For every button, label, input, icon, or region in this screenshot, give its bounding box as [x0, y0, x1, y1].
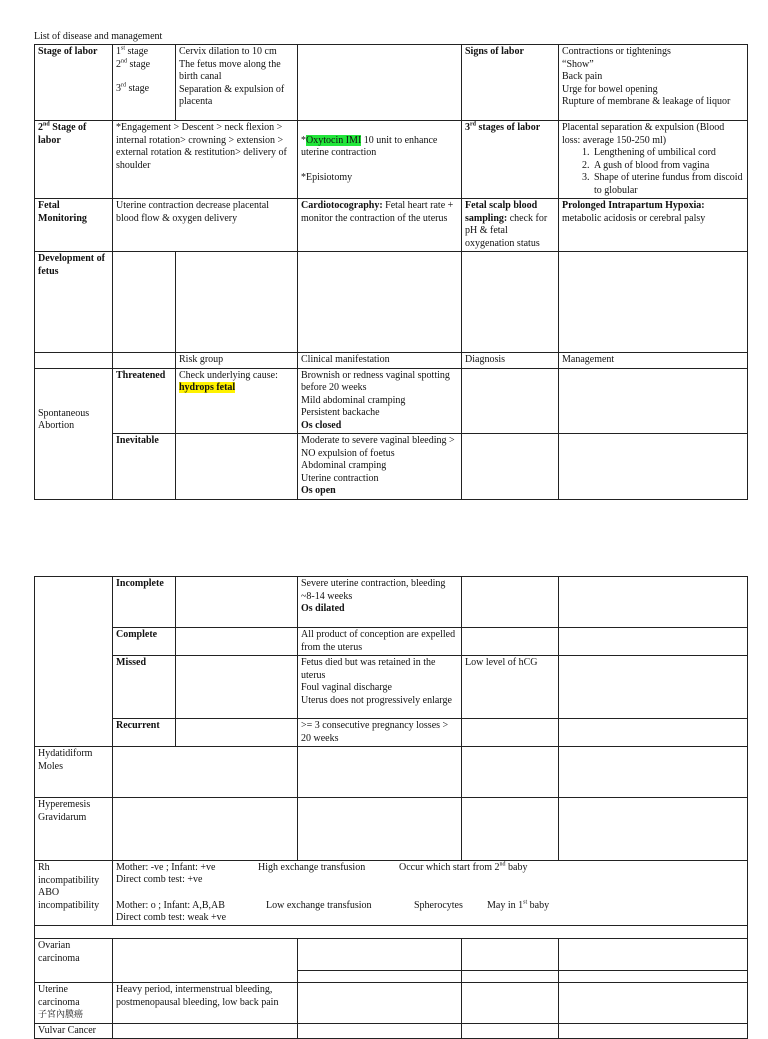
vulvar-label: Vulvar Cancer: [35, 1023, 113, 1039]
incomplete-clinical: Severe uterine contraction, bleeding ~8-14 weeks Os dilated: [298, 577, 462, 628]
oxytocin-highlight: Oxytocin IMI: [306, 134, 362, 146]
table-row: [35, 628, 748, 656]
list-item: 2. A gush of blood from vagina: [592, 160, 744, 173]
stage-3: 3rd stage: [116, 82, 150, 94]
fetal-monitoring-desc: Uterine contraction decrease placental blood flow & oxygen delivery: [113, 199, 298, 252]
table-row: [35, 368, 748, 434]
missed-label: Missed: [113, 656, 176, 719]
signs-of-labor-list: [559, 45, 748, 121]
stage-list: [113, 45, 176, 121]
third-stage-list: [562, 147, 744, 197]
recurrent-label: Recurrent: [113, 719, 176, 747]
complete-label: Complete: [113, 628, 176, 656]
sign-item: Urge for bowel opening: [562, 83, 658, 95]
cardiotocography: Cardiotocography: Fetal heart rate + monitor the contraction of the uterus: [298, 199, 462, 252]
uterine-label-cjk: 子宮內膜癌: [38, 1010, 84, 1020]
sign-item: Rupture of membrane & leakage of liquor: [562, 96, 731, 107]
table-row: [35, 434, 748, 500]
table-row: [35, 939, 748, 971]
fetal-monitoring-label: Fetal Monitoring: [35, 199, 113, 252]
col-header-risk: Risk group: [176, 353, 298, 369]
threatened-clinical: Brownish or redness vaginal spotting before 20 weeks Mild abdominal cramping Persistent backache Os closed: [298, 368, 462, 434]
stage-2: 2nd stage: [116, 58, 151, 70]
stage-2-desc: The fetus move along the birth canal: [179, 58, 281, 82]
stage-3-desc: Separation & expulsion of placenta: [179, 83, 285, 107]
recurrent-clinical: >= 3 consecutive pregnancy losses > 20 weeks: [298, 719, 462, 747]
empty-cell: [298, 45, 462, 121]
table-row: [35, 252, 748, 353]
hydatidiform-label: Hydatidiform Moles: [35, 747, 113, 798]
sign-item: “Show”: [562, 58, 594, 70]
col-header-diagnosis: Diagnosis: [462, 353, 559, 369]
uterine-label: Uterine carcinoma 子宮內膜癌: [35, 983, 113, 1024]
table-row: [35, 656, 748, 719]
col-header-clinical: Clinical manifestation: [298, 353, 462, 369]
signs-of-labor-label: Signs of labor: [462, 45, 559, 121]
threatened-label: Threatened: [113, 368, 176, 434]
third-stage-label: 3rd stages of labor: [462, 121, 559, 199]
rh-abo-labels: [35, 861, 113, 926]
rh-abo-details: Mother: -ve ; Infant: +ve High exchange transfusion Occur which start from 2nd baby Direct comb test: +ve Mother: o ; Infant: A,B,AB Low exchange transfusion Spherocytes May in 1st baby Direct comb test: weak +ve: [113, 861, 748, 926]
table-row: [35, 798, 748, 861]
threatened-risk: Check underlying cause: hydrops fetal: [176, 368, 298, 434]
prolonged-hypoxia: Prolonged Intrapartum Hypoxia: metabolic acidosis or cerebral palsy: [559, 199, 748, 252]
hyperemesis-label: Hyperemesis Gravidarum: [35, 798, 113, 861]
stage-1-desc: Cervix dilation to 10 cm: [179, 46, 277, 57]
table-row: [35, 747, 748, 798]
uterine-desc: Heavy period, intermenstrual bleeding, postmenopausal bleeding, low back pain: [113, 983, 298, 1024]
inevitable-clinical: Moderate to severe vaginal bleeding > NO expulsion of foetus Abdominal cramping Uterine contraction Os open: [298, 434, 462, 500]
second-stage-management: *Oxytocin IMI 10 unit to enhance uterine contraction *Episiotomy: [298, 121, 462, 199]
abo-label: ABO incompatibility: [38, 887, 100, 911]
sign-item: Contractions or tightenings: [562, 46, 671, 57]
table-header-row: [35, 353, 748, 369]
page-title: List of disease and management: [34, 31, 163, 42]
hydrops-highlight: hydrops fetal: [179, 382, 236, 393]
abortion-continued: [35, 577, 113, 747]
inevitable-label: Inevitable: [113, 434, 176, 500]
second-stage-desc: *Engagement > Descent > neck flexion > internal rotation> crowning > extension > external rotation & restitution> delivery of shoulder: [113, 121, 298, 199]
table-labor-abortion: [34, 44, 748, 500]
table-row: [35, 719, 748, 747]
stage-descriptions: [176, 45, 298, 121]
spontaneous-abortion-label: Spontaneous Abortion: [35, 368, 113, 499]
table-row: [35, 861, 748, 926]
table-abortion-diseases: [34, 576, 748, 1039]
ovarian-label: Ovarian carcinoma: [35, 939, 113, 983]
second-stage-label: 2nd Stage of labor: [35, 121, 113, 199]
table-row: [35, 1023, 748, 1039]
stage-of-labor-label: Stage of labor: [35, 45, 113, 121]
list-item: 1. Lengthening of umbilical cord: [592, 147, 744, 160]
table-row: [35, 983, 748, 1024]
episiotomy: *Episiotomy: [301, 171, 353, 183]
table-row: [35, 577, 748, 628]
table-row: [35, 199, 748, 252]
table-row: [35, 926, 748, 939]
table-row: [35, 45, 748, 121]
col-header-management: Management: [559, 353, 748, 369]
list-item: 3. Shape of uterine fundus from discoid to globular: [592, 172, 744, 197]
missed-clinical: Fetus died but was retained in the uterus Foul vaginal discharge Uterus does not progressively enlarge: [298, 656, 462, 719]
incomplete-label: Incomplete: [113, 577, 176, 628]
third-stage-desc: Placental separation & expulsion (Blood loss: average 150-250 ml) 1. Lengthening of umbilical cord 2. A gush of blood from vagina 3. Shape of uterine fundus from discoid to globular: [559, 121, 748, 199]
missed-diagnosis: Low level of hCG: [462, 656, 559, 719]
rh-label: Rh incompatibility: [38, 862, 100, 886]
stage-1: 1st stage: [116, 45, 149, 57]
development-label: Development of fetus: [35, 252, 113, 353]
fetal-scalp-sampling: Fetal scalp blood sampling: check for pH & fetal oxygenation status: [462, 199, 559, 252]
table-row: [35, 121, 748, 199]
complete-clinical: All product of conception are expelled from the uterus: [298, 628, 462, 656]
sign-item: Back pain: [562, 71, 603, 82]
